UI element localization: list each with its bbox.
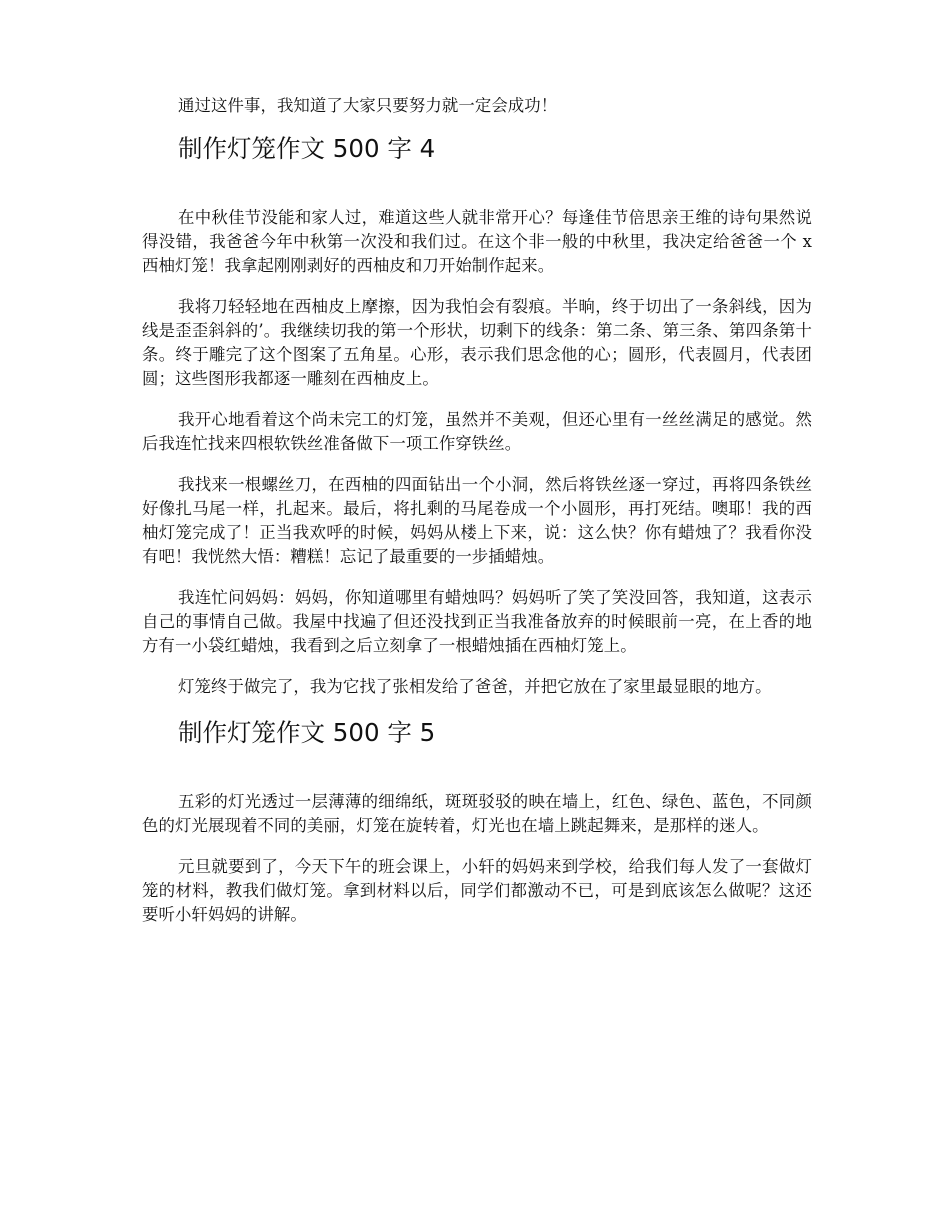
paragraph: 在中秋佳节没能和家人过，难道这些人就非常开心？每逢佳节倍思亲王维的诗句果然说得没错，我爸爸今年中秋第一次没和我们过。在这个非一般的中秋里，我决定给爸爸一个 x 西柚灯笼！我拿起刚刚剥好的西柚皮和刀开始制作起来。	[142, 208, 812, 275]
paragraph: 元旦就要到了，今天下午的班会课上，小轩的妈妈来到学校，给我们每人发了一套做灯笼的材料，教我们做灯笼。拿到材料以后，同学们都激动不已，可是到底该怎么做呢？这还要听小轩妈妈的讲解。	[142, 857, 812, 924]
paragraph: 我找来一根螺丝刀，在西柚的四面钻出一个小洞，然后将铁丝逐一穿过，再将四条铁丝好像扎马尾一样，扎起来。最后，将扎剩的马尾卷成一个小圆形，再打死结。噢耶！我的西柚灯笼完成了！正当我欢呼的时候，妈妈从楼上下来，说：这么快？你有蜡烛了？我看你没有吧！我恍然大悟：糟糕！忘记了最重要的一步插蜡烛。	[142, 475, 812, 566]
paragraph: 五彩的灯光透过一层薄薄的细绵纸，斑斑驳驳的映在墙上，红色、绿色、蓝色，不同颜色的灯光展现着不同的美丽，灯笼在旋转着，灯光也在墙上跳起舞来，是那样的迷人。	[142, 792, 812, 835]
section-heading: 制作灯笼作文 500 字 4	[178, 134, 436, 163]
paragraph: 我开心地看着这个尚未完工的灯笼，虽然并不美观，但还心里有一丝丝满足的感觉。然后我连忙找来四根软铁丝准备做下一项工作穿铁丝。	[142, 410, 812, 453]
document-page	[142, 94, 812, 944]
section-heading: 制作灯笼作文 500 字 5	[178, 718, 436, 747]
paragraph: 我连忙问妈妈：妈妈，你知道哪里有蜡烛吗？妈妈听了笑了笑没回答，我知道，这表示自己的事情自己做。我屋中找遍了但还没找到正当我准备放弃的时候眼前一亮，在上香的地方有一小袋红蜡烛，我看到之后立刻拿了一根蜡烛插在西柚灯笼上。	[142, 588, 812, 655]
paragraph: 灯笼终于做完了，我为它找了张相发给了爸爸，并把它放在了家里最显眼的地方。	[178, 677, 772, 696]
paragraph: 我将刀轻轻地在西柚皮上摩擦，因为我怕会有裂痕。半晌，终于切出了一条斜线，因为线是歪歪斜斜的’。我继续切我的第一个形状，切剩下的线条：第二条、第三条、第四条第十条。终于雕完了这个图案了五角星。心形，表示我们思念他的心；圆形，代表圆月，代表团圆；这些图形我都逐一雕刻在西柚皮上。	[142, 297, 812, 388]
paragraph: 通过这件事，我知道了大家只要努力就一定会成功！	[178, 96, 558, 115]
